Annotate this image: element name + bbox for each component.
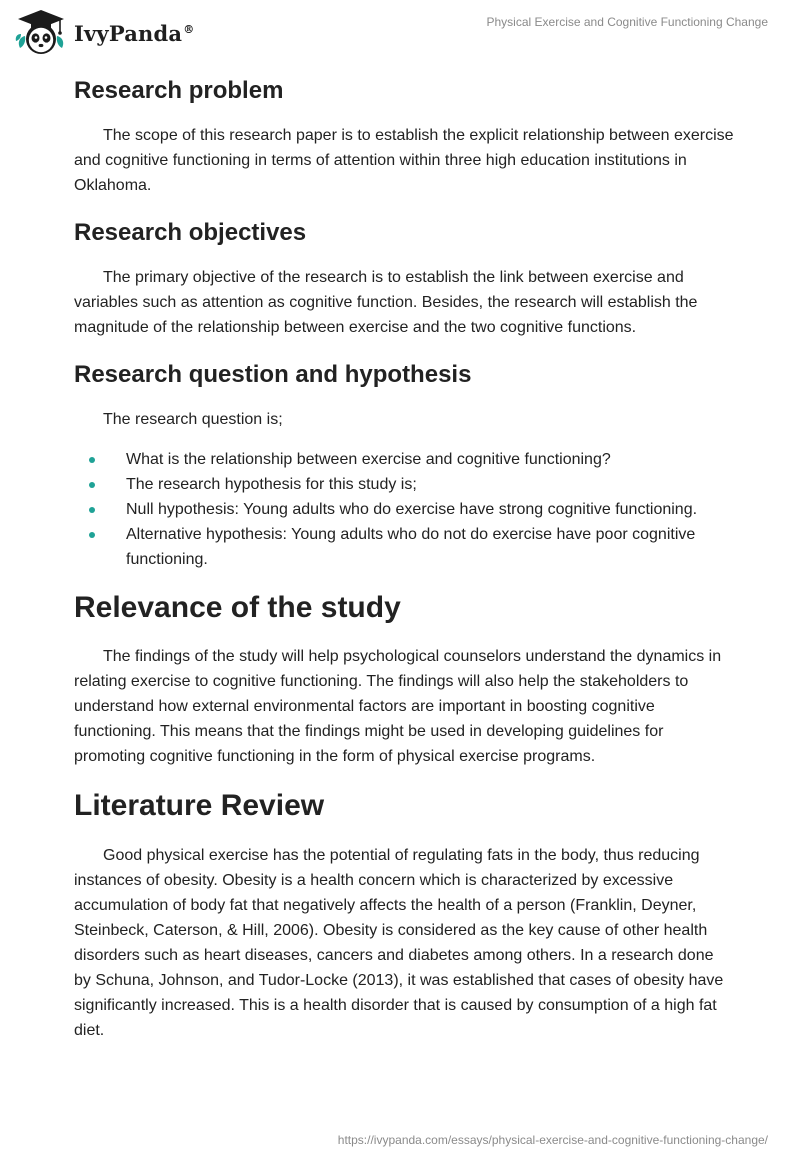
hypothesis-list	[74, 447, 734, 572]
paragraph-relevance: The findings of the study will help psychological counselors understand the dynamics in relating exercise to cognitive functioning. The findings will also help the stakeholders to understand how external environmental factors are important in boosting cognitive functioning. This means that the findings might be used in developing guidelines for promoting cognitive functioning in the form of physical exercise programs.	[74, 648, 722, 765]
list-item	[74, 497, 734, 522]
heading-relevance: Relevance of the study	[74, 591, 401, 624]
bullet-dot-icon	[89, 482, 95, 488]
panda-graduate-icon	[14, 8, 68, 56]
list-item-text: The research hypothesis for this study is;	[126, 476, 417, 493]
document-title: Physical Exercise and Cognitive Functioning Change	[486, 15, 768, 29]
list-item-text: Alternative hypothesis: Young adults who do not do exercise have poor cognitive functioning.	[126, 526, 696, 568]
heading-research-question: Research question and hypothesis	[74, 361, 472, 388]
logo-wordmark	[74, 21, 194, 46]
paragraph-research-problem: The scope of this research paper is to establish the explicit relationship between exercise and cognitive functioning in terms of attention within three high education institutions in Oklahoma.	[74, 127, 734, 194]
registered-mark: ®	[183, 22, 195, 36]
heading-literature-review: Literature Review	[74, 789, 325, 822]
page-header	[0, 0, 800, 62]
list-item	[74, 447, 734, 472]
list-item	[74, 522, 734, 572]
paragraph-literature-review: Good physical exercise has the potential of regulating fats in the body, thus reducing instances of obesity. Obesity is a health concern which is characterized by excessive accumulation of body fat that negatively affects the health of a person (Franklin, Deyner, Steinbeck, Caterson, & Hill, 2006). Obesity is considered as the key cause of other health disorders such as heart diseases, cancers and diabetes among others. In a research done by Schuna, Johnson, and Tudor-Locke (2013), it was established that cases of obesity have significantly increased. This is a health disorder that is caused by consumption of a high fat diet.	[74, 847, 724, 1039]
source-url-link[interactable]: https://ivypanda.com/essays/physical-exercise-and-cognitive-functioning-change/	[337, 1133, 768, 1147]
list-item-text: Null hypothesis: Young adults who do exercise have strong cognitive functioning.	[126, 501, 698, 518]
essay-content	[74, 70, 734, 1043]
heading-research-objectives: Research objectives	[74, 219, 307, 246]
paragraph-research-objectives: The primary objective of the research is to establish the link between exercise and variables such as attention as cognitive function. Besides, the research will establish the magnitude of the relationship between exercise and the two cognitive functions.	[74, 269, 698, 336]
bullet-dot-icon	[89, 457, 95, 463]
bullet-dot-icon	[89, 532, 95, 538]
list-item-text: What is the relationship between exercise and cognitive functioning?	[126, 451, 611, 468]
logo-name: IvyPanda	[74, 20, 183, 46]
list-item	[74, 472, 734, 497]
ivypanda-logo[interactable]	[14, 8, 194, 56]
bullet-dot-icon	[89, 507, 95, 513]
heading-research-problem: Research problem	[74, 77, 284, 104]
paragraph-research-question-intro: The research question is;	[103, 411, 283, 428]
